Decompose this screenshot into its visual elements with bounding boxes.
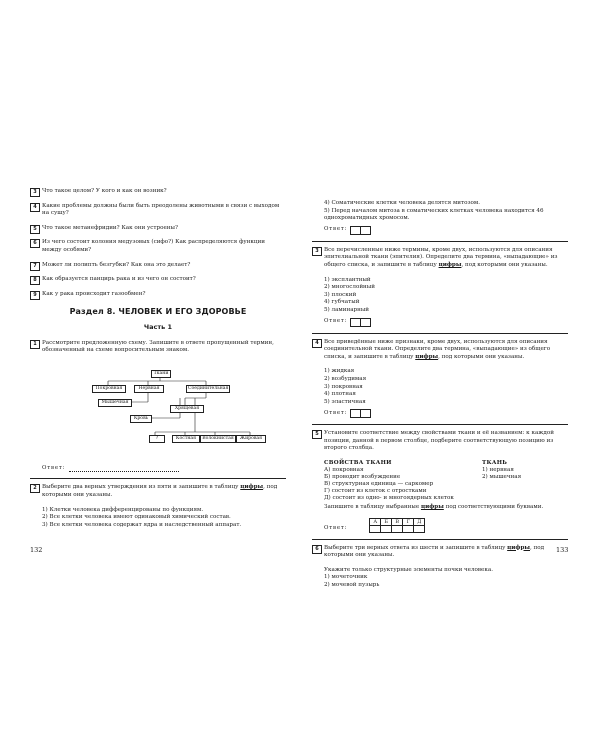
left-question-list xyxy=(30,188,286,298)
option: 3) покровная xyxy=(324,383,363,390)
option: 5) эластичная xyxy=(324,398,366,405)
answer-cell[interactable] xyxy=(381,525,392,532)
question-text: Может ли полипть безгубки? Как она это делает? xyxy=(42,261,191,268)
question-item xyxy=(30,203,286,218)
instruction-keyword: цифры xyxy=(420,504,444,511)
option: 5) Перед началом митоза в соматических клетках человека находится 46 однохроматидных хромосом. xyxy=(324,207,544,222)
question-item xyxy=(30,188,286,196)
question-number: 3 xyxy=(312,247,322,256)
letter-cell: Б xyxy=(381,518,392,525)
question-5 xyxy=(312,430,568,453)
answer-q5 xyxy=(324,515,568,533)
answer-q3 xyxy=(324,318,568,327)
option: 2) многослойный xyxy=(324,284,375,291)
question-item xyxy=(30,276,286,284)
node-tissues: Ткани xyxy=(151,370,171,378)
divider xyxy=(312,241,568,242)
tissue-diagram xyxy=(30,362,286,462)
option: 1) эксплантный xyxy=(324,276,371,283)
question-2 xyxy=(30,484,286,499)
question-keyword: цифры xyxy=(240,484,264,491)
answer-label: Ответ: xyxy=(324,525,348,532)
question-text-end: , под которыми они указаны. xyxy=(461,261,548,268)
option: 4) плотная xyxy=(324,391,356,398)
question-text: Что такое метанефридии? Как они устроены? xyxy=(42,224,178,231)
right-page xyxy=(312,200,568,590)
node-cartilage: Хрящевая xyxy=(170,405,204,413)
answer-label: Ответ: xyxy=(324,318,348,325)
option: 1) мочеточник xyxy=(324,574,368,581)
question-number: 2 xyxy=(30,484,40,493)
letter-cell: Д xyxy=(414,518,425,525)
divider xyxy=(312,333,568,334)
question-text: Из чего состоит колония медузовых (сифо?) Как распределяются функции между особями? xyxy=(42,239,265,253)
node-unknown: ? xyxy=(149,435,165,443)
instruction-text: Запишите в таблицу выбранные xyxy=(324,504,420,511)
node-blood: Кровь xyxy=(130,415,152,423)
question-item xyxy=(30,291,286,299)
answer-q1 xyxy=(42,465,286,473)
question-text: Рассмотрите предложенную схему. Запишите в ответе пропущенный термин, обозначенный на схеме вопросительным знаком. xyxy=(42,339,274,354)
question-number: 6 xyxy=(312,545,322,554)
page-number-left: 132 xyxy=(30,546,43,554)
question-4 xyxy=(312,339,568,362)
col1-item: Б) проводит возбуждение xyxy=(324,474,401,481)
option: 5) ламинарный xyxy=(324,306,370,313)
node-nervous: Нервная xyxy=(134,385,164,393)
question-text: Установите соответствие между свойствами ткани и её названием: к каждой позиции, данной в первом столбце, подберите соответствующую позицию из второго столбца. xyxy=(324,430,554,452)
question-text-end: , под которыми они указаны. xyxy=(324,544,545,559)
matching-table xyxy=(324,460,568,504)
question-1 xyxy=(30,340,286,355)
question-6 xyxy=(312,545,568,560)
col1-item: В) структурная единица — саркомер xyxy=(324,481,434,488)
question-text-end: , под которыми они указаны. xyxy=(42,484,278,498)
node-muscle: Мышечная xyxy=(98,399,132,407)
divider xyxy=(30,478,286,479)
question-item xyxy=(30,239,286,254)
letter-cell: Г xyxy=(403,518,414,525)
option: 2) мочевой пузырь xyxy=(324,582,380,589)
question-text: Что такое целом? У кого и как он возник? xyxy=(42,188,167,194)
question-number: 7 xyxy=(30,262,40,271)
left-page xyxy=(30,188,286,529)
col2-header: ТКАНЬ xyxy=(482,460,508,467)
node-connective: Соединительная xyxy=(188,385,229,391)
col1-header: СВОЙСТВА ТКАНИ xyxy=(324,460,392,467)
divider xyxy=(312,539,568,540)
question-item xyxy=(30,225,286,233)
answer-q4 xyxy=(324,409,568,418)
col1-item: Г) состоит из клеток с отростками xyxy=(324,488,427,495)
answer-cell[interactable] xyxy=(361,226,371,235)
option: 3) Все клетки человека содержат ядра и наследственный аппарат. xyxy=(42,521,242,528)
answer-table xyxy=(369,518,425,533)
answer-cell[interactable] xyxy=(403,525,414,532)
answer-cell[interactable] xyxy=(414,525,425,532)
answer-cell[interactable] xyxy=(361,409,371,418)
section-title: Раздел 8. ЧЕЛОВЕК И ЕГО ЗДОРОВЬЕ xyxy=(69,307,247,317)
answer-label: Ответ: xyxy=(324,226,348,233)
question-keyword: цифры xyxy=(438,261,462,268)
answer-cell[interactable] xyxy=(361,318,371,327)
question-item xyxy=(30,262,286,270)
question-text-end: , под которыми они указаны. xyxy=(438,353,525,360)
col1-item: А) покровная xyxy=(324,467,364,474)
divider xyxy=(312,424,568,425)
answer-label: Ответ: xyxy=(42,464,66,471)
answer-cell[interactable] xyxy=(392,525,403,532)
question-text: Выберите три верных ответа из шести и запишите в таблицу xyxy=(324,544,506,551)
question-number: 8 xyxy=(30,276,40,285)
answer-cell[interactable] xyxy=(350,226,361,235)
question-text: Все приведённые ниже признаки, кроме двух, используются для описания соединительной ткани. Определите два термина, «выпадающие» из общего списка, и запишите в таблицу xyxy=(324,338,551,360)
question-subtext: Укажите только структурные элементы почки человека. xyxy=(324,566,493,573)
part-title: Часть 1 xyxy=(143,322,173,331)
option: 2) возбудимая xyxy=(324,375,367,382)
col2-item: 1) нервная xyxy=(482,467,514,474)
option: 2) Все клетки человека имеют одинаковый химический состав. xyxy=(42,514,231,521)
question-number: 3 xyxy=(30,188,40,197)
node-fibrous: Волокнистая xyxy=(200,435,236,443)
question-number: 4 xyxy=(312,339,322,348)
question-text: Все перечисленные ниже термины, кроме двух, используются для описания эпителиальной ткани (эпителия). Определите два термина, «выпадающие» из общего списка, и запишите в таблицу xyxy=(324,246,558,268)
question-number: 9 xyxy=(30,291,40,300)
question-3 xyxy=(312,247,568,270)
question-keyword: цифры xyxy=(507,544,530,551)
node-epithelial: Покровная xyxy=(92,385,126,393)
question-number: 1 xyxy=(30,340,40,349)
option: 1) жидкая xyxy=(324,368,355,375)
instruction-text-end: под соответствующими буквами. xyxy=(445,504,544,511)
question-number: 5 xyxy=(312,430,322,439)
option: 4) Соматические клетки человека делятся митозом. xyxy=(324,200,481,206)
question-number: 5 xyxy=(30,225,40,234)
answer-line[interactable] xyxy=(69,465,179,472)
question-text: Как образуется панцирь рака и из чего он состоит? xyxy=(42,276,196,283)
question-number: 6 xyxy=(30,239,40,248)
answer-cell[interactable] xyxy=(370,525,381,532)
page-number-right: 133 xyxy=(556,546,569,554)
question-number: 4 xyxy=(30,203,40,212)
node-bone: Костная xyxy=(172,435,200,443)
letter-cell: В xyxy=(392,518,403,525)
option: 4) губчатый xyxy=(324,299,360,306)
answer-q2 xyxy=(324,226,568,235)
node-adipose: Жировая xyxy=(236,435,266,443)
answer-cell[interactable] xyxy=(350,409,361,418)
col2-item: 2) мышечная xyxy=(482,474,522,481)
question-text: Какие проблемы должны были быть преодолены животными в связи с выходом на сушу? xyxy=(42,202,280,217)
table-instruction xyxy=(324,504,568,512)
option: 3) плоский xyxy=(324,291,357,298)
answer-cell[interactable] xyxy=(350,318,361,327)
question-text: Выберите два верных утверждения из пяти и запишите в таблицу xyxy=(42,484,239,491)
col1-item: Д) состоит из одно- и многоядерных клеток xyxy=(324,495,454,502)
letter-cell: А xyxy=(370,518,381,525)
option: 1) Клетки человека дифференцированы по функциям. xyxy=(42,506,204,513)
question-keyword: цифры xyxy=(415,353,439,360)
answer-label: Ответ: xyxy=(324,409,348,416)
question-text: Как у рака происходит газообмен? xyxy=(42,290,146,297)
